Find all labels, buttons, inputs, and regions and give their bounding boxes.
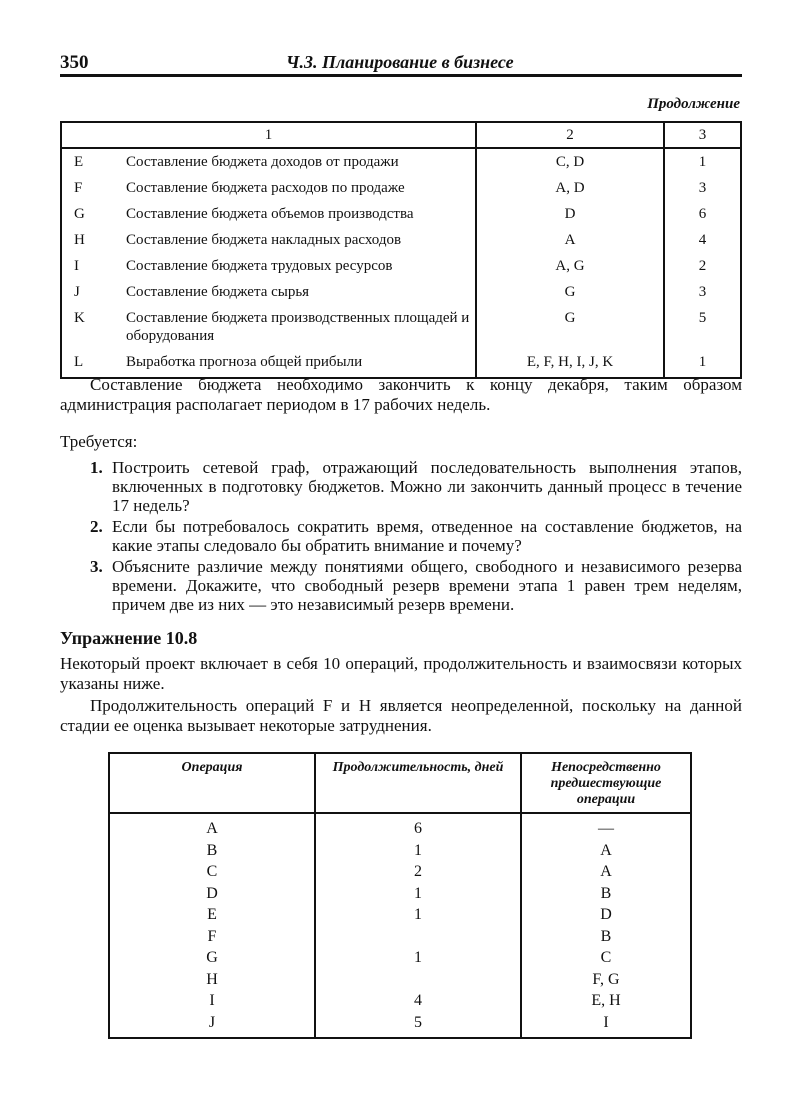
task-name: Составление бюджета производственных площадей и оборудования [122, 305, 476, 349]
table-row [109, 904, 691, 926]
duration-cell: 1 [315, 840, 521, 862]
budget-tasks-table [60, 121, 742, 379]
predecessor-cell: I [521, 1012, 691, 1039]
task-letter: E [74, 154, 84, 170]
predecessor-cell: B [521, 926, 691, 948]
predecessor-cell: — [521, 813, 691, 840]
table-row [61, 227, 741, 253]
task-predecessors: A [476, 227, 664, 253]
operation-cell: G [109, 947, 315, 969]
task-name: Составление бюджета расходов по продаже [122, 175, 476, 201]
operation-cell: F [109, 926, 315, 948]
task-letter: J [74, 284, 80, 300]
table-row [109, 969, 691, 991]
duration-cell: 1 [315, 883, 521, 905]
requirements-label: Требуется: [60, 432, 138, 451]
chapter-title: Ч.3. Планирование в бизнесе [286, 52, 514, 72]
column-header-predecessors: Непосредственно предшествующие операции [521, 753, 691, 813]
item-text: Построить сетевой граф, отражающий последовательность выполнения этапов, включенных в подготовку бюджетов. Можно ли закончить данный процесс в течение 17 недель? [112, 458, 742, 515]
task-name: Составление бюджета сырья [122, 279, 476, 305]
predecessor-cell: D [521, 904, 691, 926]
task-name: Выработка прогноза общей прибыли [122, 349, 476, 378]
task-letter: G [74, 206, 85, 222]
duration-cell: 1 [315, 947, 521, 969]
task-duration: 5 [698, 310, 707, 326]
table-row [109, 990, 691, 1012]
exercise-title: Упражнение 10.8 [60, 628, 198, 648]
table-header-row [61, 122, 741, 148]
task-predecessors: A, D [476, 175, 664, 201]
operations-table [108, 752, 692, 1039]
duration-cell [315, 926, 521, 948]
task-name: Составление бюджета доходов от продажи [122, 148, 476, 175]
item-number: 2. [90, 517, 103, 536]
operation-cell: D [109, 883, 315, 905]
column-header: 1 [61, 122, 476, 148]
table-row [109, 1012, 691, 1039]
task-predecessors: G [476, 279, 664, 305]
column-header-operation: Операция [109, 753, 315, 813]
task-duration: 4 [698, 232, 707, 248]
predecessor-cell: F, G [521, 969, 691, 991]
table-row [109, 947, 691, 969]
list-item [60, 458, 742, 515]
duration-cell: 1 [315, 904, 521, 926]
operation-cell: I [109, 990, 315, 1012]
task-name: Составление бюджета трудовых ресурсов [122, 253, 476, 279]
task-duration: 2 [698, 258, 707, 274]
task-name: Составление бюджета накладных расходов [122, 227, 476, 253]
table-row [109, 813, 691, 840]
header-rule [60, 74, 742, 77]
table-row [61, 253, 741, 279]
predecessor-cell: A [521, 840, 691, 862]
task-letter: K [74, 310, 85, 326]
predecessor-cell: C [521, 947, 691, 969]
task-predecessors: D [476, 201, 664, 227]
table-row [61, 201, 741, 227]
column-header-duration: Продолжительность, дней [315, 753, 521, 813]
table-row [61, 148, 741, 175]
operation-cell: C [109, 861, 315, 883]
item-text: Объясните различие между понятиями общего, свободного и независимого резерва времени. Докажите, что свободный резерв времени этапа 1 равен трем неделям, причем две из них — это независимый резерв времени. [112, 557, 742, 614]
list-item [60, 557, 742, 614]
predecessor-cell: E, H [521, 990, 691, 1012]
deadline-paragraph: Составление бюджета необходимо закончить к концу декабря, таким образом администрация располагает периодом в 17 рабочих недель. [60, 375, 742, 414]
task-letter: F [74, 180, 83, 196]
table-row [61, 279, 741, 305]
task-duration: 6 [698, 206, 707, 222]
operation-cell: A [109, 813, 315, 840]
table-row [109, 883, 691, 905]
duration-cell: 5 [315, 1012, 521, 1039]
task-duration: 3 [698, 180, 707, 196]
table-continuation-label: Продолжение [647, 96, 740, 112]
column-header: 2 [476, 122, 664, 148]
predecessor-cell: A [521, 861, 691, 883]
task-duration: 1 [698, 354, 707, 370]
table-row [109, 840, 691, 862]
table-row [61, 305, 741, 349]
task-duration: 1 [698, 154, 707, 170]
duration-cell [315, 969, 521, 991]
duration-cell: 6 [315, 813, 521, 840]
item-text: Если бы потребовалось сократить время, отведенное на составление бюджетов, на какие этапы следовало бы обратить внимание и почему? [112, 517, 742, 555]
requirements-list [60, 458, 742, 616]
table-row [109, 861, 691, 883]
task-name: Составление бюджета объемов производства [122, 201, 476, 227]
operation-cell: B [109, 840, 315, 862]
task-predecessors: A, G [476, 253, 664, 279]
task-letter: I [74, 258, 79, 274]
duration-cell: 2 [315, 861, 521, 883]
predecessor-cell: B [521, 883, 691, 905]
task-predecessors: C, D [476, 148, 664, 175]
table-row [109, 926, 691, 948]
table-header-row [109, 753, 691, 813]
operation-cell: H [109, 969, 315, 991]
list-item [60, 517, 742, 555]
item-number: 1. [90, 458, 103, 477]
task-duration: 3 [698, 284, 707, 300]
column-header: 3 [664, 122, 741, 148]
duration-cell: 4 [315, 990, 521, 1012]
table-row [61, 175, 741, 201]
page-number: 350 [60, 52, 89, 73]
item-number: 3. [90, 557, 103, 576]
operation-cell: E [109, 904, 315, 926]
table-row [61, 349, 741, 378]
operation-cell: J [109, 1012, 315, 1039]
task-letter: L [74, 354, 84, 370]
task-letter: H [74, 232, 85, 248]
exercise-paragraph-1: Некоторый проект включает в себя 10 операций, продолжительность и взаимосвязи которых указаны ниже. [60, 654, 742, 693]
exercise-paragraph-2: Продолжительность операций F и H является неопределенной, поскольку на данной стадии ее оценка вызывает некоторые затруднения. [60, 696, 742, 735]
task-predecessors: E, F, H, I, J, K [476, 349, 664, 378]
task-predecessors: G [476, 305, 664, 349]
